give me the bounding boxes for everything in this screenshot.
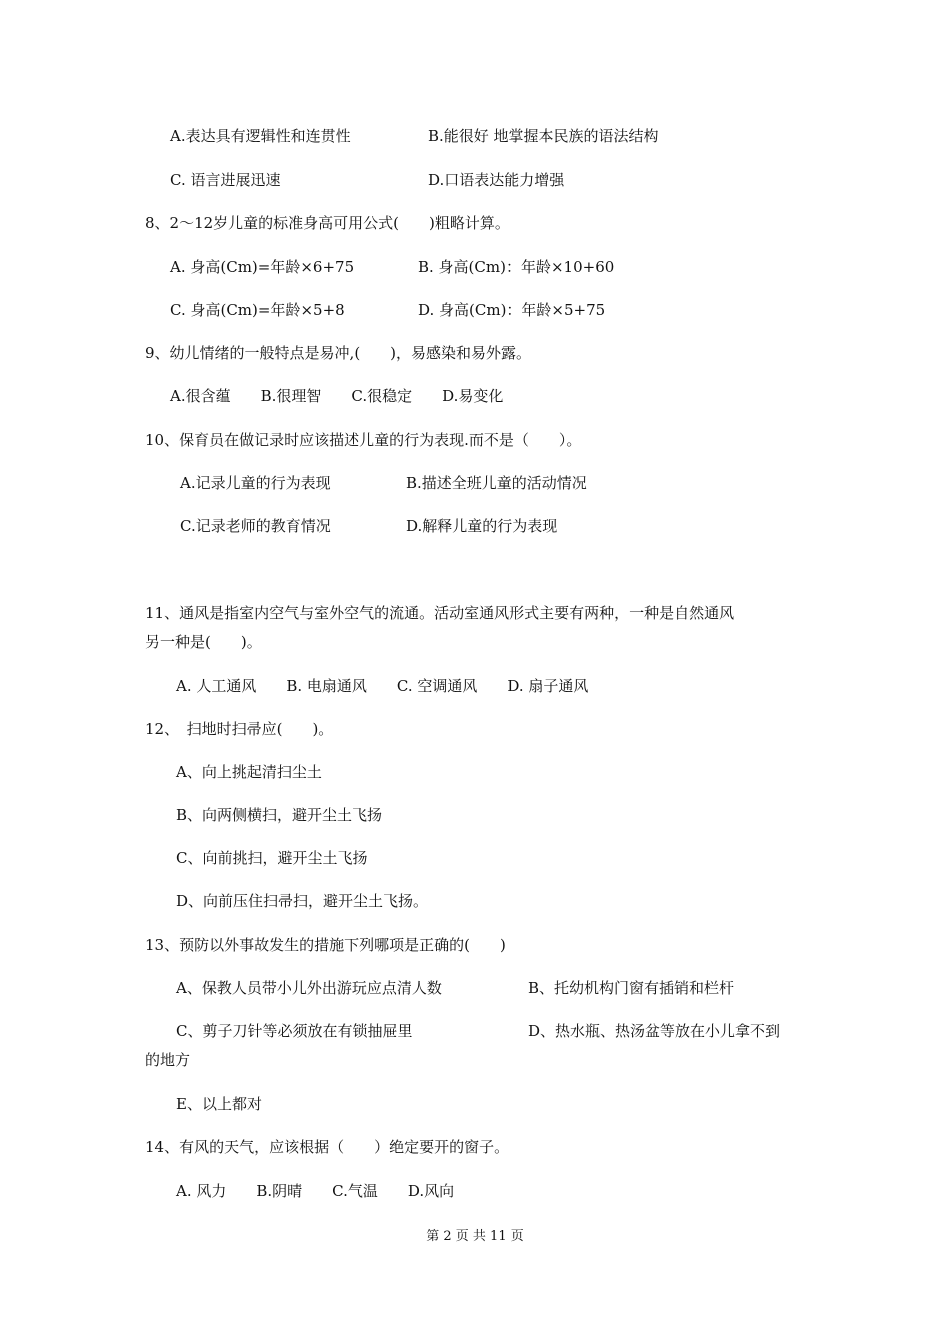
question-11-line-1: 11、通风是指室内空气与室外空气的流通。活动室通风形式主要有两种，一种是自然通风	[145, 604, 735, 622]
q14-options: A. 风力 B.阴晴 C.气温 D.风向	[176, 1182, 455, 1200]
q10-option-d: D.解释儿童的行为表现	[406, 517, 558, 535]
question-12: 12、 扫地时扫帚应( )。	[145, 720, 334, 738]
q10-option-c: C.记录老师的教育情况	[180, 517, 331, 535]
q9-options: A.很含蕴 B.很理智 C.很稳定 D.易变化	[170, 387, 504, 405]
q8-option-a: A. 身高(Cm)=年龄×6+75	[170, 258, 355, 276]
q8-option-b: B. 身高(Cm)：年龄×10+60	[418, 258, 615, 276]
q13-option-e: E、以上都对	[176, 1095, 262, 1113]
q10-option-b: B.描述全班儿童的活动情况	[406, 474, 587, 492]
q12-option-a: A、向上挑起清扫尘土	[176, 763, 322, 781]
q12-option-b: B、向两侧横扫，避开尘土飞扬	[176, 806, 383, 824]
q11-options: A. 人工通风 B. 电扇通风 C. 空调通风 D. 扇子通风	[176, 677, 589, 695]
q7-option-a: A.表达具有逻辑性和连贯性	[170, 127, 351, 145]
q12-option-d: D、向前压住扫帚扫，避开尘土飞扬。	[176, 892, 429, 910]
q7-option-c: C. 语言进展迅速	[170, 171, 281, 189]
q8-option-c: C. 身高(Cm)=年龄×5+8	[170, 301, 345, 319]
q8-option-d: D. 身高(Cm)：年龄×5+75	[418, 301, 606, 319]
q13-option-d-continued: 的地方	[145, 1051, 191, 1069]
question-11-line-2: 另一种是( )。	[145, 633, 262, 651]
q7-option-b: B.能很好 地掌握本民族的语法结构	[428, 127, 659, 145]
question-9: 9、幼儿情绪的一般特点是易冲,( )，易感染和易外露。	[145, 344, 532, 362]
question-10: 10、保育员在做记录时应该描述儿童的行为表现.而不是（ ）。	[145, 431, 582, 449]
q10-option-a: A.记录儿童的行为表现	[180, 474, 331, 492]
q7-option-d: D.口语表达能力增强	[428, 171, 565, 189]
q13-option-d: D、热水瓶、热汤盆等放在小儿拿不到	[528, 1022, 781, 1040]
question-13: 13、预防以外事故发生的措施下列哪项是正确的( )	[145, 936, 506, 954]
page-footer: 第 2 页 共 11 页	[426, 1229, 524, 1244]
q13-option-c: C、剪子刀针等必须放在有锁抽屉里	[176, 1022, 413, 1040]
question-14: 14、有风的天气，应该根据（ ）绝定要开的窗子。	[145, 1138, 510, 1156]
q13-option-b: B、托幼机构门窗有插销和栏杆	[528, 979, 735, 997]
q12-option-c: C、向前挑扫，避开尘土飞扬	[176, 849, 368, 867]
q13-option-a: A、保教人员带小儿外出游玩应点清人数	[176, 979, 442, 997]
question-8: 8、2～12岁儿童的标准身高可用公式( )粗略计算。	[145, 214, 510, 232]
